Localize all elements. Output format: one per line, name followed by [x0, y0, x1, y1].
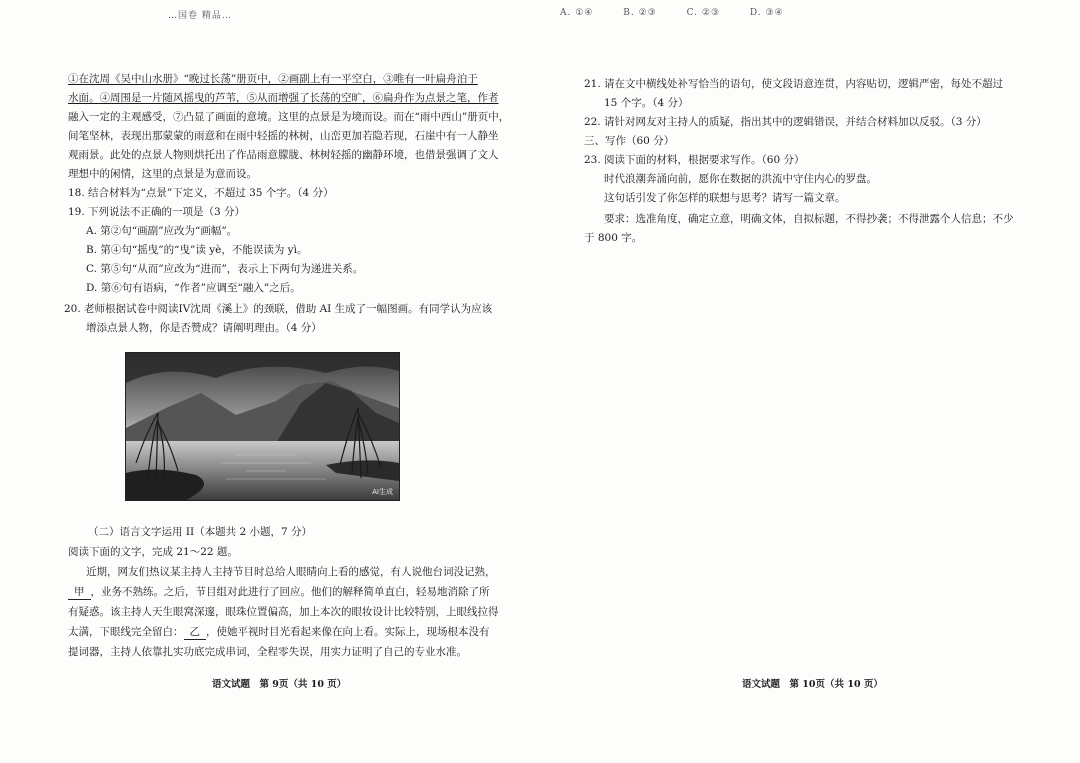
- question-21-line2: 15 个字。（4 分）: [604, 97, 689, 109]
- page-10: [540, 0, 1080, 763]
- carryover-option-b: B. ②③: [623, 8, 657, 18]
- landscape-painting: [126, 353, 399, 500]
- q19-option-c: C. 第⑤句“从而”应改为“进而”，表示上下两句为递进关系。: [86, 263, 364, 275]
- passage-line-4: 间笔坚林，表现出那蒙蒙的雨意和在雨中轻摇的林树，山峦更加若隐若现，石崖中有一人静坐: [68, 130, 499, 142]
- passage-line-5: 观雨景。此处的点景人物则烘托出了作品雨意朦胧、林树轻摇的幽静环境，也借景强调了文人: [68, 149, 499, 161]
- question-19: 19. 下列说法不正确的一项是（3 分）: [68, 206, 246, 218]
- question-20-line1: 20. 老师根据试卷中阅读IV沈周《溪上》的颈联，借助 AI 生成了一幅图画。有同学认为应该: [64, 303, 493, 315]
- question-20-line2: 增添点景人物，你是否赞成？请阐明理由。（4 分）: [86, 322, 322, 334]
- passage-line-3: 融入一定的主观感受，⑦凸显了画面的意境。这里的点景是为境而设。而在“雨中西山”册页中，: [68, 111, 510, 123]
- paragraph-line-4: [68, 625, 490, 640]
- passage-line-6: 理想中的闲情，这里的点景是为意而设。: [68, 168, 257, 180]
- passage-line-2: 水面。④周围是一片随风摇曳的芦苇，⑤从而增强了长荡的空旷，⑥扁舟作为点景之笔，作者: [68, 92, 499, 104]
- blank-yi[interactable]: 乙: [184, 625, 207, 640]
- paragraph-line-4-rest: ，使她平视时目光看起来像在向上看。实际上，现场根本没有: [206, 626, 490, 638]
- page-footer-10: 语文试题 第 10页（共 10 页）: [742, 679, 883, 690]
- writing-requirements-line2: 于 800 字。: [584, 232, 643, 244]
- paragraph-line-2: [68, 585, 490, 600]
- writing-requirements-line1: 要求：选准角度，确定立意，明确文体，自拟标题，不得抄袭；不得泄露个人信息；不少: [604, 213, 1014, 225]
- read-instruction: 阅读下面的文字，完成 21～22 题。: [68, 546, 238, 558]
- carryover-option-a: A. ①④: [560, 8, 594, 18]
- ai-watermark: AI生成: [372, 488, 393, 496]
- question-22: 22. 请针对网友对主持人的质疑，指出其中的逻辑错误，并结合材料加以反驳。（3 分）: [584, 116, 987, 128]
- question-23: 23. 阅读下面的材料，根据要求写作。（60 分）: [584, 154, 805, 166]
- carryover-options: [560, 8, 810, 18]
- paragraph-line-5: 提词器，主持人依靠扎实功底完成串词，全程零失误，用实力证明了自己的专业水准。: [68, 646, 467, 658]
- paragraph-line-4-pre: 太满，下眼线完全留白：: [68, 626, 184, 638]
- q19-option-d: D. 第⑥句有语病，“作者”应调至“融入”之后。: [86, 282, 301, 294]
- carryover-option-c: C. ②③: [686, 8, 721, 18]
- carryover-option-d: D. ③④: [749, 8, 784, 18]
- writing-material: 时代浪潮奔涌向前，愿你在数据的洪流中守住内心的罗盘。: [604, 173, 877, 185]
- q19-option-b: B. 第④句“摇曳”的“曳”读 yè，不能误读为 yì。: [86, 244, 308, 256]
- passage-line-1: ①在沈周《吴中山水册》“晚过长荡”册页中，②画副上有一平空白，③唯有一叶扁舟泊于: [68, 73, 478, 85]
- paragraph-line-1: 近期，网友们热议某主持人主持节目时总给人眼睛向上看的感觉，有人说他台词没记熟，: [86, 566, 496, 578]
- q19-option-a: A. 第②句“画副”应改为“画幅”。: [86, 225, 238, 237]
- section-title-language-use: （二）语言文字运用 II（本题共 2 小题，7 分）: [88, 526, 313, 538]
- question-21-line1: 21. 请在文中横线处补写恰当的语句，使文段语意连贯，内容贴切，逻辑严密，每处不超过: [584, 78, 1004, 90]
- ai-landscape-image: [125, 352, 400, 501]
- question-18: 18. 结合材料为“点景”下定义，不超过 35 个字。（4 分）: [68, 187, 334, 199]
- paragraph-line-3: 有疑惑。该主持人天生眼窝深邃，眼珠位置偏高，加上本次的眼妆设计比较特别，上眼线拉得: [68, 606, 499, 618]
- blank-jia[interactable]: 甲: [68, 585, 91, 600]
- page-header: …国卷 精品…: [168, 11, 232, 21]
- section-writing: 三、写作（60 分）: [584, 135, 675, 147]
- page-footer-9: 语文试题 第 9页（共 10 页）: [212, 679, 347, 690]
- paragraph-line-2-text: ，业务不熟练。之后，节目组对此进行了回应。他们的解释简单直白，轻易地消除了所: [90, 586, 490, 598]
- writing-prompt: 这句话引发了你怎样的联想与思考？请写一篇文章。: [604, 192, 846, 204]
